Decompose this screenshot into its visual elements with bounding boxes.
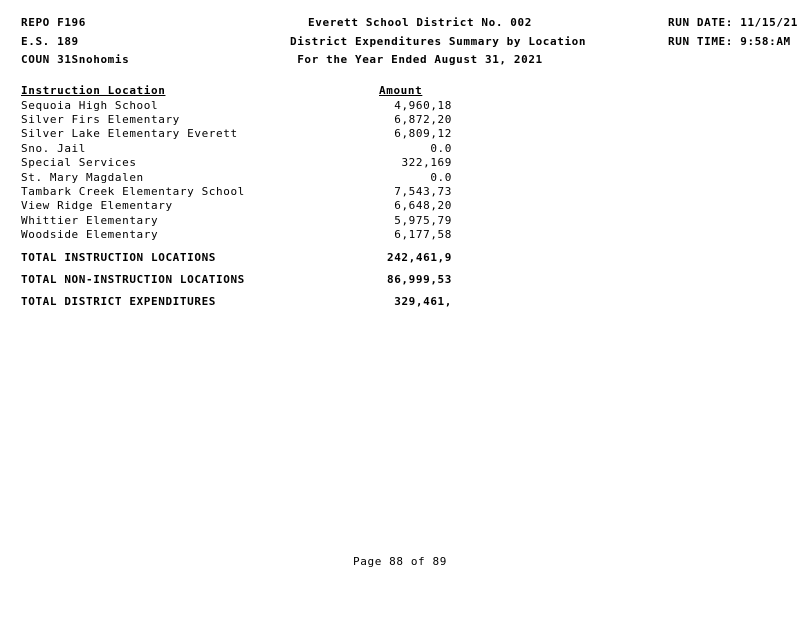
location-name: Woodside Elementary: [21, 228, 159, 241]
county: COUN 31Snohomis: [21, 53, 130, 66]
location-name: View Ridge Elementary: [21, 199, 173, 212]
location-amount: 6,809,12: [394, 127, 452, 140]
page-number: Page 88 of 89: [353, 555, 447, 568]
location-amount: 6,648,20: [394, 199, 452, 212]
district-name: Everett School District No. 002: [308, 16, 532, 29]
location-name: St. Mary Magdalen: [21, 171, 144, 184]
total-amount: 329,461,: [394, 295, 452, 308]
total-amount: 86,999,53: [386, 273, 452, 286]
report-period: For the Year Ended August 31, 2021: [297, 53, 543, 66]
instruction-location-header: Instruction Location: [21, 84, 166, 97]
location-amount: 6,872,20: [394, 113, 452, 126]
location-name: Silver Firs Elementary: [21, 113, 180, 126]
location-name: Sequoia High School: [21, 99, 159, 112]
run-date: RUN DATE: 11/15/21: [668, 16, 799, 29]
amount-header: Amount: [379, 84, 423, 97]
location-amount: 5,975,79: [394, 214, 452, 227]
location-name: Whittier Elementary: [21, 214, 159, 227]
location-amount: 6,177,58: [394, 228, 452, 241]
total-label: TOTAL NON-INSTRUCTION LOCATIONS: [21, 273, 245, 286]
location-name: Tambark Creek Elementary School: [21, 185, 245, 198]
location-amount: 0.0: [430, 171, 452, 184]
total-label: TOTAL INSTRUCTION LOCATIONS: [21, 251, 217, 264]
total-label: TOTAL DISTRICT EXPENDITURES: [21, 295, 217, 308]
report-title: District Expenditures Summary by Location: [290, 35, 587, 48]
total-amount: 242,461,9: [386, 251, 452, 264]
location-amount: 0.0: [430, 142, 452, 155]
run-time: RUN TIME: 9:58:AM: [668, 35, 791, 48]
location-amount: 322,169: [401, 156, 452, 169]
location-amount: 7,543,73: [394, 185, 452, 198]
location-name: Silver Lake Elementary Everett: [21, 127, 238, 140]
location-name: Special Services: [21, 156, 137, 169]
es-code: E.S. 189: [21, 35, 79, 48]
location-amount: 4,960,18: [394, 99, 452, 112]
location-name: Sno. Jail: [21, 142, 87, 155]
report-id: REPO F196: [21, 16, 87, 29]
